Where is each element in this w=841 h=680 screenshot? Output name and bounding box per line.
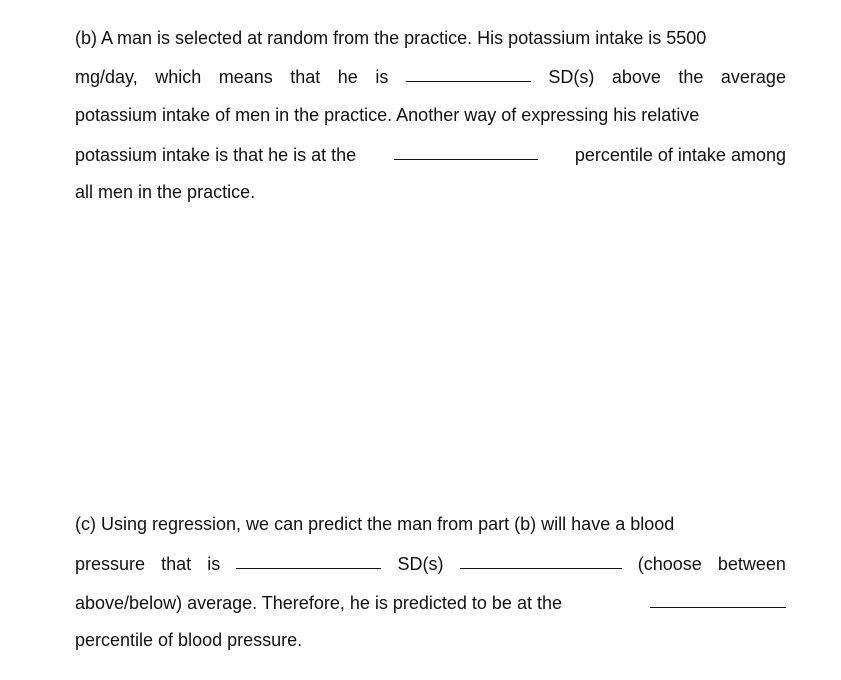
part-c-text-1: (c) Using regression, we can predict the man from part (b) will have a blood — [75, 514, 675, 534]
part-b-line-1 — [75, 26, 786, 50]
sd-blood-pressure-blank[interactable] — [236, 550, 381, 569]
part-b-text-3: potassium intake of men in the practice. Another way of expressing his relative — [75, 105, 700, 125]
part-b-line-4 — [75, 142, 786, 166]
part-c-line-4 — [75, 628, 786, 652]
part-c-word: pressure — [75, 554, 146, 574]
part-b-word: above — [611, 67, 661, 87]
part-b-word: is — [375, 67, 389, 87]
part-b-word: SD(s) — [548, 67, 595, 87]
part-b-text-1: (b) A man is selected at random from the practice. His potassium intake is 5500 — [75, 28, 707, 48]
part-c-line-2 — [75, 551, 786, 575]
part-b-word: he — [337, 67, 358, 87]
part-b-line-3 — [75, 103, 786, 127]
part-c-word: (choose — [637, 554, 702, 574]
percentile-blood-pressure-blank[interactable] — [650, 589, 786, 608]
above-below-blank[interactable] — [460, 550, 622, 569]
part-c-text-4: percentile of blood pressure. — [75, 630, 303, 650]
part-b-text-4a: potassium intake is that he is at the — [75, 145, 357, 165]
part-c-text-3a: above/below) average. Therefore, he is predicted to be at the — [75, 593, 562, 613]
part-b-word: means — [218, 67, 273, 87]
part-b-text-4b: percentile of intake among — [574, 145, 786, 165]
part-b-line-2 — [75, 64, 786, 88]
part-c-line-1 — [75, 512, 786, 536]
part-b-word: that — [290, 67, 321, 87]
part-c-word: SD(s) — [397, 554, 444, 574]
part-b-word: the — [678, 67, 704, 87]
part-c-word: is — [207, 554, 221, 574]
part-b-word: mg/day, — [75, 67, 138, 87]
part-b-line-5 — [75, 180, 786, 204]
part-b-text-5: all men in the practice. — [75, 182, 256, 202]
sd-above-average-blank[interactable] — [406, 63, 531, 82]
part-c-word: that — [161, 554, 192, 574]
part-b-word: which — [155, 67, 202, 87]
part-c-word: between — [717, 554, 786, 574]
percentile-intake-blank[interactable] — [394, 141, 538, 160]
part-b-word: average — [720, 67, 786, 87]
part-c-line-3 — [75, 590, 786, 614]
